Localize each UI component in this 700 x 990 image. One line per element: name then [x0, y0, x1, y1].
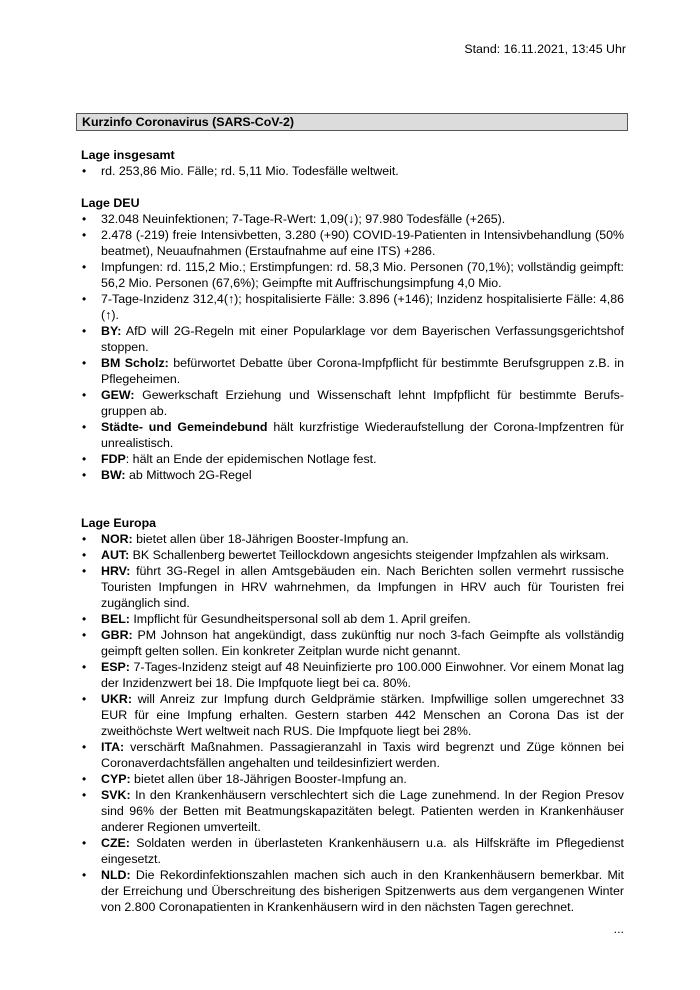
list-item: [81, 467, 624, 483]
continuation-marker: ...: [613, 922, 624, 936]
section-heading: Lage Europa: [81, 516, 157, 530]
item-text: Die Rekordinfektionszahlen machen sich auch in den Krankenhäusern bemerkbar. Mit der Erreichung und Überschreitung des bisherigen Spitzenwerts aus dem vergangenen Winter von 2.800 Coronapatienten in Krankenhäusern wird in den nächsten Tagen gerechnet.: [101, 868, 624, 914]
item-label: UKR:: [101, 692, 132, 706]
item-label: ITA:: [101, 740, 125, 754]
item-label: HRV:: [101, 564, 131, 578]
item-text: 7-Tage-Inzidenz 312,4(↑); hospitalisierte Fälle: 3.896 (+146); Inzidenz hospitalisierte Fälle: 4,86 (↑).: [101, 292, 624, 322]
item-text: : hält an Ende der epidemischen Notlage fest.: [125, 452, 377, 466]
item-text: rd. 253,86 Mio. Fälle; rd. 5,11 Mio. Todesfälle weltweit.: [101, 164, 399, 178]
item-label: BM Scholz:: [101, 356, 169, 370]
section-europe: [81, 515, 624, 915]
item-label: BW:: [101, 468, 126, 482]
item-text: In den Krankenhäusern verschlechtert sich die Lage zunehmend. In der Region Presov sind 96% der Betten mit Beatmungskapazitäten belegt. Patienten werden in Krankenhäuser anderer Regionen umverteilt.: [101, 788, 624, 834]
document-body: [81, 147, 624, 915]
item-text: will Anreiz zur Impfung durch Geldprämie stärken. Impfwillige sollen umgerechnet 33 EUR für eine Impfung erhalten. Gestern starben 442 Menschen an Corona Das ist der zweithöchste Wert weltweit nach RUS. Die Impfquote liegt bei 28%.: [101, 692, 624, 738]
item-text: Impfungen: rd. 115,2 Mio.; Erstimpfungen: rd. 58,3 Mio. Personen (70,1%); vollständig geimpft: 56,2 Mio. Personen (67,6%); Geimpfte mit Auffrischungsimpfung 4,0 Mio.: [101, 260, 624, 290]
item-text: Impflicht für Gesundheitspersonal soll ab dem 1. April greifen.: [129, 612, 471, 626]
document-date: Stand: 16.11.2021, 13:45 Uhr: [464, 42, 626, 56]
section-germany: [81, 195, 624, 483]
item-label: BY:: [101, 324, 122, 338]
item-label: CYP:: [101, 772, 131, 786]
document-title: Kurzinfo Coronavirus (SARS-CoV-2): [76, 113, 628, 131]
item-label: NLD:: [101, 868, 131, 882]
item-text: PM Johnson hat angekündigt, dass zukünftig nur noch 3-fach Geimpfte als vollständig geimpft gelten sollen. Ein konkreter Zeitplan wurde nicht genannt.: [101, 628, 624, 658]
list-item: [81, 355, 624, 387]
item-text: 2.478 (-219) freie Intensivbetten, 3.280 (+90) COVID-19-Patienten in Intensivbehandlung (50% beatmet), Neuaufnahmen (Erstaufnahme auf eine ITS) +286.: [101, 228, 624, 258]
item-label: CZE:: [101, 836, 130, 850]
list-item: [81, 611, 624, 627]
item-text: Soldaten werden in überlasteten Krankenhäusern u.a. als Hilfskräfte im Pflegedienst eingesetzt.: [101, 836, 624, 866]
section-heading: Lage insgesamt: [81, 148, 175, 162]
list-item: [81, 771, 624, 787]
list-item: [81, 531, 624, 547]
list-item: [81, 787, 624, 835]
item-text: bietet allen über 18-Jährigen Booster-Impfung an.: [130, 772, 407, 786]
item-text: BK Schallenberg bewertet Teillockdown angesichts steigender Impfzahlen als wirksam.: [129, 548, 610, 562]
list-item: [81, 627, 624, 659]
list-item: [81, 563, 624, 611]
item-text: ab Mittwoch 2G-Regel: [125, 468, 252, 482]
item-text: hält kurzfristige Wiederaufstellung der Corona-Impfzentren für unrealistisch.: [101, 420, 624, 450]
item-text: Gewerkschaft Erziehung und Wissenschaft lehnt Impfpflicht für bestimmte Berufsgruppen ab.: [101, 388, 624, 418]
item-label: AUT:: [101, 548, 130, 562]
item-text: befürwortet Debatte über Corona-Impfpflicht für bestimmte Berufsgruppen z.B. in Pflegeheimen.: [101, 356, 624, 386]
item-text: verschärft Maßnahmen. Passagieranzahl in Taxis wird begrenzt und Züge können bei Coronaverdachtsfällen angehalten und teildesinfiziert werden.: [101, 740, 624, 770]
section-world: [81, 147, 624, 179]
item-label: SVK:: [101, 788, 131, 802]
bullet-list: [81, 531, 624, 915]
item-text: führt 3G-Regel in allen Amtsgebäuden ein. Nach Berichten sollen vermehrt russische Touristen Impfungen in HRV wahrnehmen, da Impfungen in HRV auch für Touristen frei zugänglich sind.: [101, 564, 624, 610]
item-label: GBR:: [101, 628, 133, 642]
list-item: [81, 739, 624, 771]
item-text: AfD will 2G-Regeln mit einer Popularklage vor dem Bayerischen Verfassungsgerichtshof stoppen.: [101, 324, 624, 354]
list-item: [81, 387, 624, 419]
item-label: Städte- und Gemeindebund: [101, 420, 268, 434]
list-item: [81, 835, 624, 867]
list-item: [81, 547, 624, 563]
item-label: BEL:: [101, 612, 130, 626]
list-item: [81, 867, 624, 915]
list-item: [81, 291, 624, 323]
item-text: 7-Tages-Inzidenz steigt auf 48 Neuinfizierte pro 100.000 Einwohner. Vor einem Monat lag der Inzidenzwert bei 18. Die Impfquote liegt bei ca. 80%.: [101, 660, 624, 690]
item-text: 32.048 Neuinfektionen; 7-Tage-R-Wert: 1,09(↓); 97.980 Todesfälle (+265).: [101, 212, 506, 226]
item-text: bietet allen über 18-Jährigen Booster-Impfung an.: [132, 532, 409, 546]
item-label: FDP: [101, 452, 126, 466]
list-item: [81, 419, 624, 451]
list-item: [81, 323, 624, 355]
item-label: NOR:: [101, 532, 133, 546]
item-label: GEW:: [101, 388, 135, 402]
list-item: [81, 227, 624, 259]
list-item: [81, 691, 624, 739]
list-item: [81, 659, 624, 691]
item-label: ESP:: [101, 660, 130, 674]
bullet-list: [81, 211, 624, 483]
list-item: [81, 211, 624, 227]
list-item: [81, 451, 624, 467]
section-heading: Lage DEU: [81, 196, 140, 210]
list-item: [81, 259, 624, 291]
bullet-list: [81, 163, 624, 179]
list-item: [81, 163, 624, 179]
